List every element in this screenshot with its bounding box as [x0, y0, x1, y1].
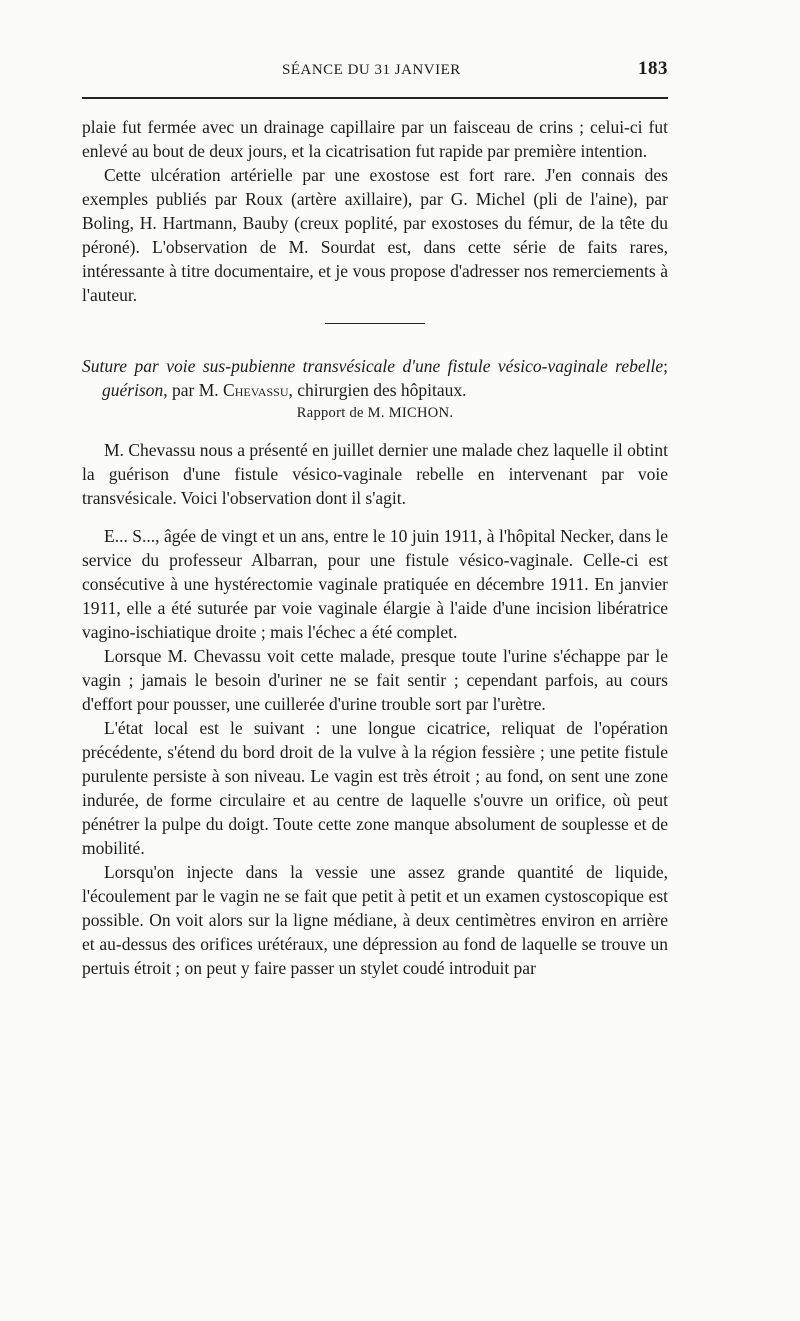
article-paragraph: E... S..., âgée de vingt et un ans, entre le 10 juin 1911, à l'hôpital Necker, dans le service du professeur Albarran, pour une fistule vésico-vaginale. Celle-ci est consécutive à une hystérectomie vaginale pratiquée en décembre 1911. En janvier 1911, elle a été suturée par voie vaginale élargie à l'aide d'une incision libératrice vagino-ischiatique droite ; mais l'échec a été complet.	[82, 526, 668, 642]
page-header	[82, 60, 668, 84]
running-head: SÉANCE DU 31 JANVIER	[282, 62, 461, 78]
paragraph: Cette ulcération artérielle par une exostose est fort rare. J'en connais des exemples publiés par Roux (artère axillaire), par G. Michel (pli de l'aine), par Boling, H. Hartmann, Bauby (creux poplité, par exostoses du fémur, de la tête du péroné). L'observation de M. Sourdat est, dans cette série de faits rares, intéressante à titre documentaire, et je vous propose d'adresser nos remerciements à l'auteur.	[82, 165, 668, 305]
author-role: , chirurgien des hôpitaux.	[288, 380, 467, 400]
paragraph-continued: plaie fut fermée avec un drainage capillaire par un faisceau de crins ; celui-ci fut enlevé au bout de deux jours, et la cicatrisation fut rapide par première intention.	[82, 117, 668, 161]
title-separator: ;	[663, 356, 668, 376]
section-separator	[325, 323, 425, 324]
article-paragraph: L'état local est le suivant : une longue cicatrice, reliquat de l'opération précédente, s'étend du bord droit de la vulve à la région fessière ; une petite fistule purulente persiste à son niveau. Le vagin est très étroit ; au fond, on sent une zone indurée, de forme circulaire et au centre de laquelle s'ouvre un orifice, où peut pénétrer la pulpe du doigt. Toute cette zone manque absolument de souplesse et de mobilité.	[82, 718, 668, 858]
title-italic: Suture par voie sus-pubienne transvésicale d'une fistule vésico-vaginale rebelle	[82, 356, 664, 376]
header-rule	[82, 97, 668, 99]
author-name: Chevassu	[223, 380, 289, 400]
article-paragraph: M. Chevassu nous a présenté en juillet dernier une malade chez laquelle il obtint la guérison d'une fistule vésico-vaginale rebelle en intervenant par voie transvésicale. Voici l'observation dont il s'agit.	[82, 440, 668, 508]
article-paragraph: Lorsqu'on injecte dans la vessie une assez grande quantité de liquide, l'écoulement par le vagin ne se fait que petit à petit et un examen cystoscopique est possible. On voit alors sur la ligne médiane, à deux centimètres environ en arrière et au-dessus des orifices urétéraux, une dépression au fond de laquelle se trouve un pertuis étroit ; on peut y faire passer un stylet coudé introduit par	[82, 862, 668, 978]
page-number: 183	[638, 58, 668, 79]
title-by: , par M.	[163, 380, 224, 400]
page-body	[82, 115, 668, 980]
paragraph-gap	[82, 510, 668, 524]
article-title	[82, 354, 668, 402]
article-paragraph: Lorsque M. Chevassu voit cette malade, presque toute l'urine s'échappe par le vagin ; jamais le besoin d'uriner ne se fait sentir ; cependant parfois, au cours d'effort pour pousser, une cuillerée d'urine trouble sort par l'urètre.	[82, 646, 668, 714]
title-italic-2: guérison	[102, 380, 164, 400]
report-line: Rapport de M. MICHON.	[296, 405, 454, 421]
